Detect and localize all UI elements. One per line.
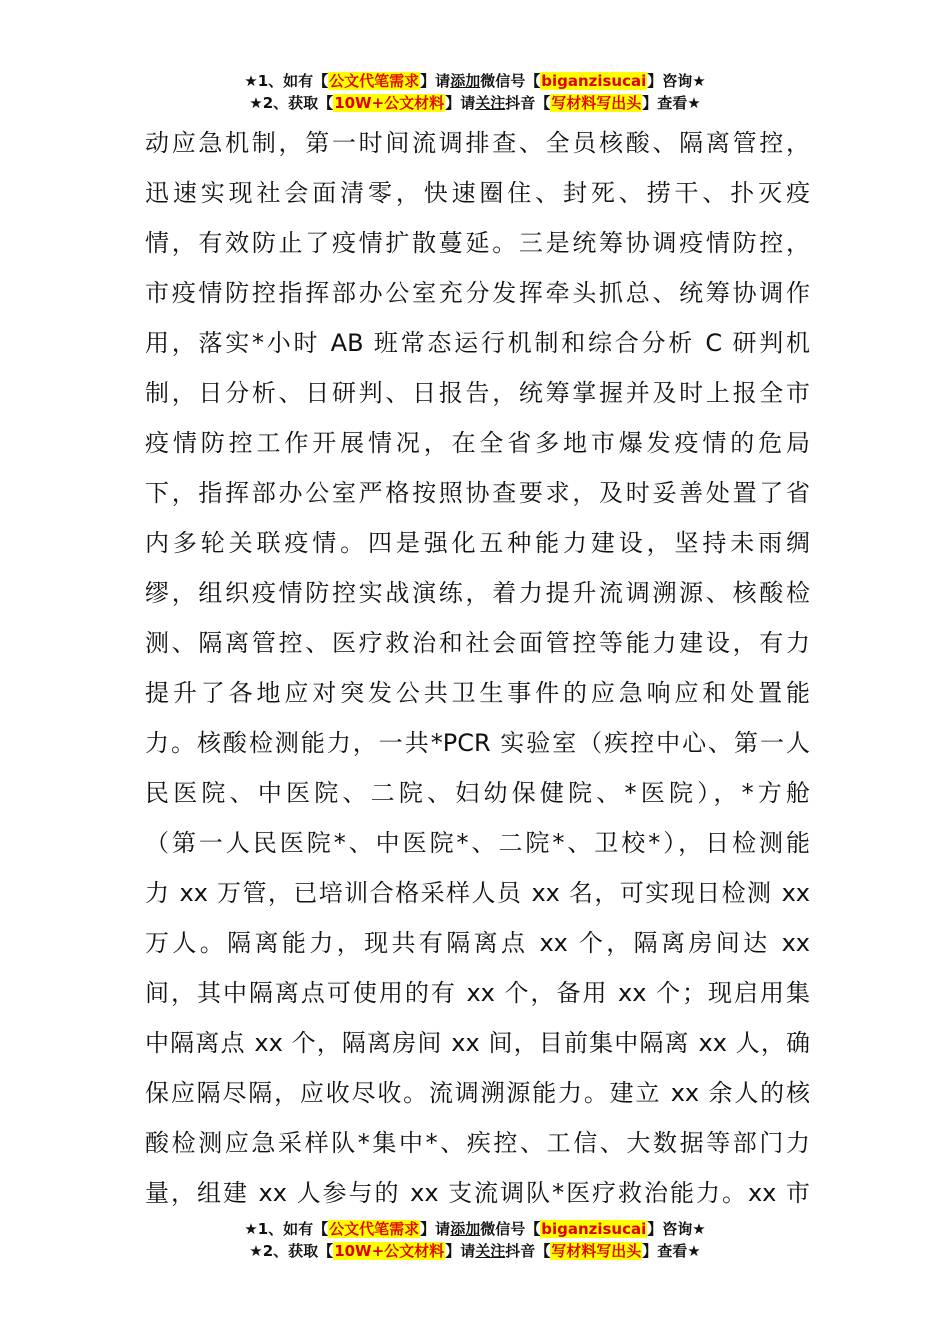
highlight-douyin: 写材料写出头 bbox=[551, 1242, 642, 1260]
body-line: 民医院、中医院、二院、妇幼保健院、*医院），*方舱 bbox=[145, 779, 810, 807]
body-line: 内多轮关联疫情。四是强化五种能力建设，坚持未雨绸 bbox=[145, 529, 810, 557]
body-line: 下，指挥部办公室严格按照协查要求，及时妥善处置了省 bbox=[145, 479, 810, 507]
body-line: 万人。隔离能力，现共有隔离点 xx 个，隔离房间达 xx bbox=[145, 929, 810, 957]
body-line: 酸检测应急采样队*集中*、疾控、工信、大数据等部门力 bbox=[145, 1129, 810, 1157]
body-line: （第一人民医院*、中医院*、二院*、卫校*），日检测能 bbox=[145, 829, 810, 857]
document-body bbox=[145, 118, 810, 1218]
body-line: 用，落实*小时 AB 班常态运行机制和综合分析 C 研判机 bbox=[145, 329, 810, 357]
body-line: 迅速实现社会面清零，快速圈住、封死、捞干、扑灭疫 bbox=[145, 179, 810, 207]
body-line: 力。核酸检测能力，一共*PCR 实验室（疾控中心、第一人 bbox=[145, 729, 810, 757]
body-line: 力 xx 万管，已培训合格采样人员 xx 名，可实现日检测 xx bbox=[145, 879, 810, 907]
header-banner bbox=[0, 70, 950, 114]
body-line: 间，其中隔离点可使用的有 xx 个，备用 xx 个；现启用集 bbox=[145, 979, 810, 1007]
body-line: 量，组建 xx 人参与的 xx 支流调队*医疗救治能力。xx 市 bbox=[145, 1179, 810, 1207]
body-line: 保应隔尽隔，应收尽收。流调溯源能力。建立 xx 余人的核 bbox=[145, 1079, 810, 1107]
banner-line-2: ★2、获取【10W+公文材料】请关注抖音【写材料写出头】查看★ bbox=[249, 1242, 701, 1260]
body-line: 动应急机制，第一时间流调排查、全员核酸、隔离管控， bbox=[145, 129, 810, 157]
footer-banner bbox=[0, 1218, 950, 1262]
banner-line-1: ★1、如有【公文代笔需求】请添加微信号【biganzisucai】咨询★ bbox=[244, 72, 706, 90]
body-line: 疫情防控工作开展情况，在全省多地市爆发疫情的危局 bbox=[145, 429, 810, 457]
body-line: 情，有效防止了疫情扩散蔓延。三是统筹协调疫情防控， bbox=[145, 229, 810, 257]
highlight-douyin: 写材料写出头 bbox=[551, 94, 642, 112]
highlight-wechat-id: biganzisucai bbox=[541, 72, 647, 90]
body-line: 中隔离点 xx 个，隔离房间 xx 间，目前集中隔离 xx 人，确 bbox=[145, 1029, 810, 1057]
body-line: 市疫情防控指挥部办公室充分发挥牵头抓总、统筹协调作 bbox=[145, 279, 810, 307]
banner-line-2: ★2、获取【10W+公文材料】请关注抖音【写材料写出头】查看★ bbox=[249, 94, 701, 112]
body-line: 缪，组织疫情防控实战演练，着力提升流调溯源、核酸检 bbox=[145, 579, 810, 607]
body-line: 制，日分析、日研判、日报告，统筹掌握并及时上报全市 bbox=[145, 379, 810, 407]
banner-line-1: ★1、如有【公文代笔需求】请添加微信号【biganzisucai】咨询★ bbox=[244, 1220, 706, 1238]
highlight-materials: 10W+公文材料 bbox=[334, 1242, 445, 1260]
highlight-wechat-id: biganzisucai bbox=[541, 1220, 647, 1238]
highlight-ghostwriting: 公文代笔需求 bbox=[329, 1220, 420, 1238]
highlight-materials: 10W+公文材料 bbox=[334, 94, 445, 112]
body-line: 提升了各地应对突发公共卫生事件的应急响应和处置能 bbox=[145, 679, 810, 707]
body-line: 测、隔离管控、医疗救治和社会面管控等能力建设，有力 bbox=[145, 629, 810, 657]
highlight-ghostwriting: 公文代笔需求 bbox=[329, 72, 420, 90]
